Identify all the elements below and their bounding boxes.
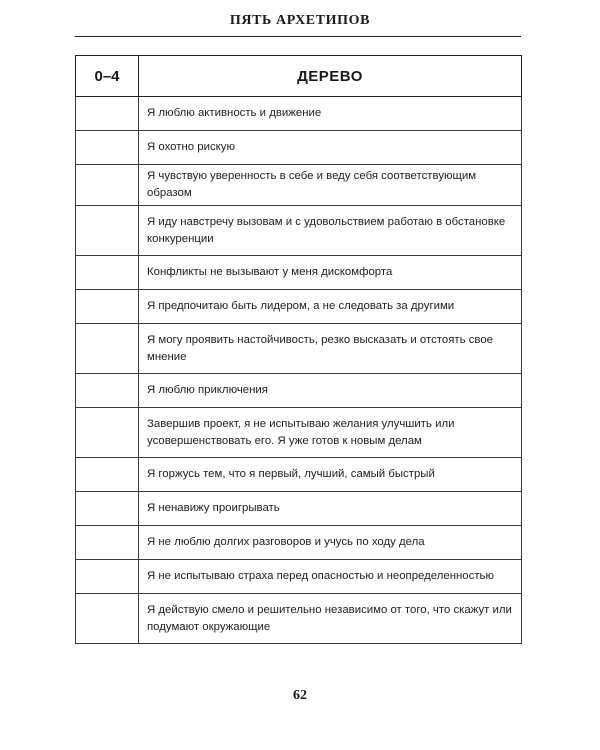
table-row xyxy=(76,458,522,492)
score-cell[interactable] xyxy=(76,324,139,374)
score-cell[interactable] xyxy=(76,165,139,206)
statement-text: Я не люблю долгих разговоров и учусь по ходу дела xyxy=(139,526,522,560)
score-cell[interactable] xyxy=(76,408,139,458)
score-cell[interactable] xyxy=(76,526,139,560)
running-title: ПЯТЬ АРХЕТИПОВ xyxy=(229,13,371,28)
archetype-title: ДЕРЕВО xyxy=(139,56,522,97)
score-cell[interactable] xyxy=(76,97,139,131)
table-row xyxy=(76,206,522,256)
statement-text: Я ненавижу проигрывать xyxy=(139,492,522,526)
table-row xyxy=(76,594,522,644)
statement-text: Я иду навстречу вызовам и с удовольствием работаю в обстановке конкуренции xyxy=(139,206,522,256)
statement-text: Я не испытываю страха перед опасностью и неопределенностью xyxy=(139,560,522,594)
score-cell[interactable] xyxy=(76,131,139,165)
statement-text: Я чувствую уверенность в себе и веду себя соответствующим образом xyxy=(139,165,522,206)
statement-text: Я люблю приключения xyxy=(139,374,522,408)
table-row xyxy=(76,560,522,594)
score-cell[interactable] xyxy=(76,206,139,256)
statement-text: Завершив проект, я не испытываю желания улучшить или усовершенствовать его. Я уже готов к новым делам xyxy=(139,408,522,458)
table-row xyxy=(76,324,522,374)
table-row xyxy=(76,165,522,206)
table-header-row xyxy=(76,56,522,97)
statement-text: Я предпочитаю быть лидером, а не следовать за другими xyxy=(139,290,522,324)
table-row xyxy=(76,97,522,131)
header-rule xyxy=(75,36,521,37)
score-column-header: 0–4 xyxy=(76,56,139,97)
statement-text: Я могу проявить настойчивость, резко высказать и отстоять свое мнение xyxy=(139,324,522,374)
table-row xyxy=(76,526,522,560)
score-cell[interactable] xyxy=(76,594,139,644)
table-row xyxy=(76,131,522,165)
score-cell[interactable] xyxy=(76,492,139,526)
score-cell[interactable] xyxy=(76,458,139,492)
statement-text: Я горжусь тем, что я первый, лучший, самый быстрый xyxy=(139,458,522,492)
statement-text: Я люблю активность и движение xyxy=(139,97,522,131)
table-row xyxy=(76,492,522,526)
questionnaire-table xyxy=(75,55,522,644)
score-cell[interactable] xyxy=(76,374,139,408)
score-cell[interactable] xyxy=(76,560,139,594)
statement-text: Я действую смело и решительно независимо от того, что скажут или подумают окружающие xyxy=(139,594,522,644)
statement-text: Конфликты не вызывают у меня дискомфорта xyxy=(139,256,522,290)
table-row xyxy=(76,256,522,290)
statement-text: Я охотно рискую xyxy=(139,131,522,165)
table-row xyxy=(76,290,522,324)
page-number: 62 xyxy=(293,688,307,703)
table-row xyxy=(76,408,522,458)
score-cell[interactable] xyxy=(76,256,139,290)
table-row xyxy=(76,374,522,408)
score-cell[interactable] xyxy=(76,290,139,324)
